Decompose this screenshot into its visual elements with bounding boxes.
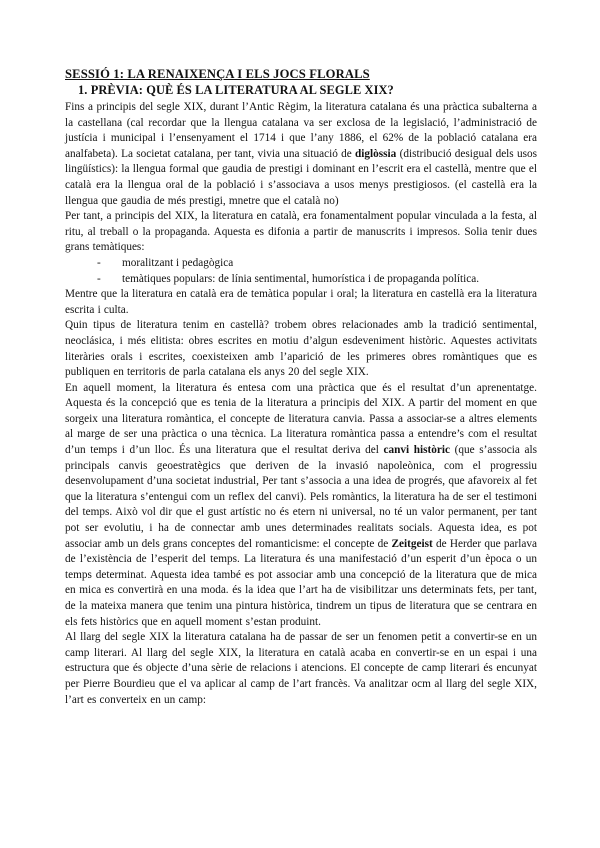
- paragraph-catala-vs-castella: Mentre que la literatura en català era de temàtica popular i oral; la literatura en castellà era la literatura escrita i culta.: [65, 288, 537, 316]
- paragraph-concepte-literatura: [65, 381, 537, 631]
- paragraph-segment: (distribució desigual dels usos lingüístics): la llengua formal que gaudia de prestigi i dominant en l’escrit era el castellà, mentre que el català era la llengua oral de la població i s’associava a usos menys prestigiosos. (el castellà era la llengua que gaudia de més prestigi, mnetre que el català no): [65, 147, 537, 207]
- paragraph-segment: (que s’associa als principals canvis geoestratègics que deriven de la invasió napoleònica, com el progressiu desenvolupament d’una societat industrial, Per tant s’associa a una idea de progrés, que afavoreix al fet que la literatura s’entengui com un reflex del canvi). Pels romàntics, la literatura ha de ser el testimoni del temps. Això vol dir que el gust artístic no és etern ni universal, no té un valor permanent, per tant pot ser evolutiu, i ha de connectar amb unes determinades realitats socials. Aquesta idea, es pot associar amb un dels grans conceptes del romanticisme: el concepte de: [65, 444, 537, 550]
- paragraph-literatura-popular: Per tant, a principis del XIX, la literatura en català, era fonamentalment popular vinculada a la festa, al ritu, al treball o la propaganda. Aquesta es difonia a partir de manuscrits i impresos. Solia tenir dues grans temàtiques:: [65, 210, 537, 254]
- paragraph-segment: En aquell moment, la literatura és entesa com una pràctica que és el resultat d’un aprenentatge. Aquesta és la concepció que es tenia de la literatura a principis del XIX. A partir del moment en que sorgeix una literatura romàntica, el concepte de literatura canvia. Passa a associar-se a altres elements al marge de ser una pràctica o una tècnica. La literatura romàntica passa a entendre’s com el resultat d’un temps i d’un lloc. És una literatura que el resultat deriva del: [65, 381, 537, 457]
- keyword-diglossia: diglòssia: [355, 147, 397, 160]
- doc-title: SESSIÓ 1: LA RENAIXENÇA I ELS JOCS FLORALS: [65, 67, 370, 81]
- dash-bullet-icon: -: [97, 272, 101, 285]
- paragraph-segment: Fins a principis del segle XIX, durant l’Antic Règim, la literatura catalana és una pràctica subalterna a la castellana (cal recordar que la llengua catalana va ser exclosa de la legislació, l’administració de justícia i municipal i l’ensenyament el 1714 i que l’any 1886, el 62% de la població catalana era analfabeta). La societat catalana, per tant, vivia una situació de: [65, 101, 537, 160]
- paragraph-segment: de Herder que parlava de l’existència de l’esperit del temps. La literatura és una manifestació d’un esperit d’un època o un temps determinat. Aquesta idea també es pot associar amb una concepció de la literatura que de mica en mica es convertirà en una moda. és la idea que l’art ha de visibilitzar uns determinats fets, per tant, de la mateixa manera que tenim una pintura històrica, tindrem un tipus de literatura que se centrara en els fets històrics que en aquell moment s’estan produint.: [65, 537, 538, 628]
- list-item: [65, 256, 537, 272]
- keyword-canvi-historic: canvi històric: [383, 444, 450, 457]
- list-item-label: temàtiques populars: de línia sentimental, humorística i de propaganda política.: [122, 272, 480, 285]
- paragraph-literatura-castella: Quin tipus de literatura tenim en castellà? trobem obres relacionades amb la tradició sentimental, neoclásica, i més elitista: obres escrites en motiu d’algun esdeveniment històric. Aquestes activitats literàries orals i escrites, coexisteixen amb l’aparició de les primeres obres romàntiques que es publiquen en territoris de parla catalana els anys 20 del segle XIX.: [65, 319, 537, 379]
- section-heading: 1. PRÈVIA: QUÈ ÉS LA LITERATURA AL SEGLE XIX?: [78, 83, 394, 97]
- list-item: [65, 272, 537, 288]
- paragraph-context-antic-regim: [65, 100, 537, 209]
- dash-bullet-icon: -: [97, 256, 101, 269]
- paragraph-camp-literari: Al llarg del segle XIX la literatura catalana ha de passar de ser un fenomen petit a convertir-se en un camp literari. Al llarg del segle XIX, la literatura en català acaba en convertir-se en un espai i una estructura que és objecte d’una sèrie de relacions i atencions. El concepte de camp literari és encunyat per Pierre Bourdieu que el va aplicar al camp de l’art francès. Va analitzar ocm al llarg del segle XIX, l’art es converteix en un camp:: [65, 631, 537, 706]
- list-item-label: moralitzant i pedagògica: [122, 256, 234, 269]
- keyword-zeitgeist: Zeitgeist: [391, 537, 433, 550]
